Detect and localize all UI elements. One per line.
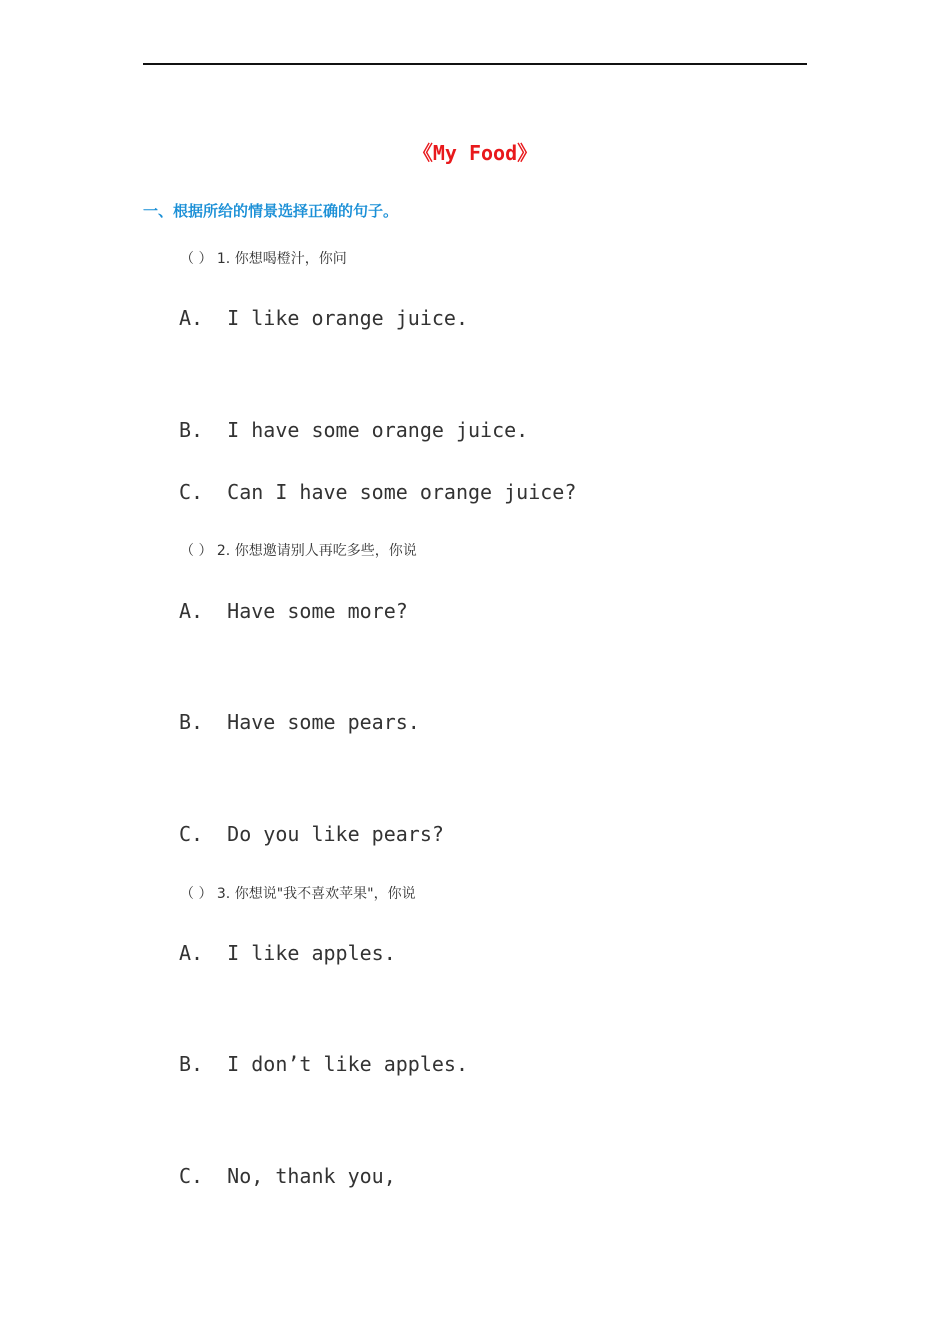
question-prompt-1: （ ） 1. 你想喝橙汁，你问 — [180, 251, 347, 267]
section-heading: 一、根据所给的情景选择正确的句子。 — [143, 202, 399, 220]
header-rule — [143, 63, 807, 65]
option-2a: A. Have some more? — [179, 599, 408, 623]
option-2c: C. Do you like pears? — [179, 822, 444, 846]
document-title: 《My Food》 — [412, 141, 538, 165]
option-3b: B. I don’t like apples. — [179, 1052, 468, 1076]
question-prompt-2: （ ） 2. 你想邀请别人再吃多些，你说 — [180, 543, 417, 559]
option-1b: B. I have some orange juice. — [179, 418, 529, 442]
option-3c: C. No, thank you, — [179, 1164, 396, 1188]
question-prompt-3: （ ） 3. 你想说"我不喜欢苹果"，你说 — [180, 886, 416, 902]
option-2b: B. Have some pears. — [179, 710, 420, 734]
option-1c: C. Can I have some orange juice? — [179, 480, 577, 504]
option-3a: A. I like apples. — [179, 941, 396, 965]
option-1a: A. I like orange juice. — [179, 306, 468, 330]
